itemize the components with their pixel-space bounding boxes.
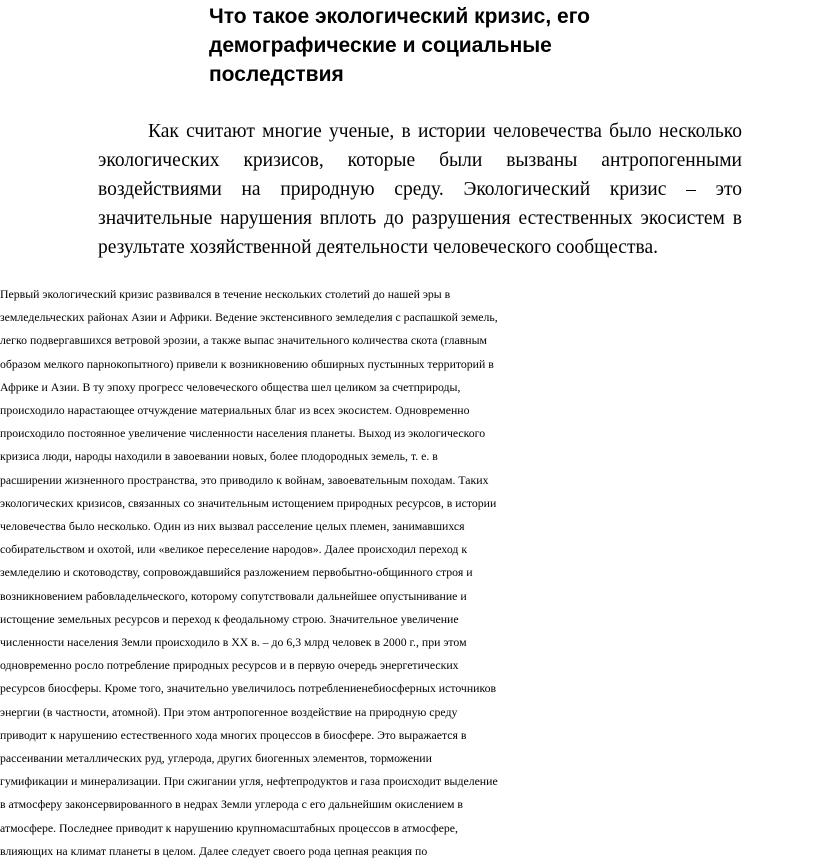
title-line: последствия bbox=[209, 63, 344, 86]
body-line: происходило нарастающее отчуждение материальных благ из всех экосистем. Одновременно bbox=[0, 403, 470, 418]
body-line: кризиса люди, народы находили в завоевании новых, более плодородных земель, т. е. в bbox=[0, 449, 438, 464]
body-line: земледелию и скотоводству, сопровождавшийся разложением первобытно-общинного строя и bbox=[0, 565, 473, 580]
body-line: образом мелкого парнокопытного) привели к возникновению обширных пустынных территорий в bbox=[0, 356, 494, 371]
body-line: численности населения Земли происходило в XX в. – до 6,3 млрд человек в 2000 г., при этом bbox=[0, 635, 467, 650]
body-line: гумификации и минерализации. При сжигании угля, нефтепродуктов и газа происходит выделение bbox=[0, 774, 498, 789]
body-line: энергии (в частности, атомной). При этом антропогенное воздействие на природную среду bbox=[0, 704, 458, 719]
body-line: экологических кризисов, связанных со значительным истощением природных ресурсов, в истории bbox=[0, 495, 497, 510]
lead-paragraph: Как считают многие ученые, в истории человечества было несколько экологических кризисов, которые были вызваны антропогенными воздействиями на природную среду. Экологический кризис – это значительные нарушения вплоть до разрушения естественных экосистем в результате хозяйственной деятельности человеческого сообщества. bbox=[98, 121, 742, 258]
body-line: Первый экологический кризис развивался в течение нескольких столетий до нашей эры в bbox=[0, 287, 451, 301]
document-title bbox=[209, 2, 769, 89]
body-line: легко подвергавшихся ветровой эрозии, а также выпас значительного количества скота (главным bbox=[0, 333, 487, 348]
body-line: рассеивании металлических руд, углерода, других биогенных элементов, торможении bbox=[0, 751, 432, 766]
body-line: происходило постоянное увеличение численности населения планеты. Выход из экологического bbox=[0, 426, 486, 441]
body-line: возникновением рабовладельческого, которому сопутствовали дальнейшее опустынивание и bbox=[0, 588, 467, 603]
body-line: приводит к нарушению естественного хода многих процессов в биосфере. Это выражается в bbox=[0, 727, 467, 742]
body-line: в атмосферу законсервированного в недрах Земли углерода с его дальнейшим окислением в bbox=[0, 797, 463, 812]
body-line: Африке и Азии. В ту эпоху прогресс человеческого общества шел целиком за счетприроды, bbox=[0, 379, 461, 394]
body-line: атмосфере. Последнее приводит к нарушению крупномасштабных процессов в атмосфере, bbox=[0, 820, 458, 835]
title-line: демографические и социальные bbox=[209, 34, 552, 57]
body-line: человечества было несколько. Один из них вызвал расселение целых племен, занимавшихся bbox=[0, 519, 465, 534]
body-line: собирательством и охотой, или «великое переселение народов». Далее происходил переход к bbox=[0, 542, 468, 557]
body-line: ресурсов биосферы. Кроме того, значительно увеличилось потреблениенебиосферных источников bbox=[0, 681, 497, 696]
body-line: влияющих на климат планеты в целом. Далее следует своего рода цепная реакция по bbox=[0, 843, 428, 858]
body-line: одновременно росло потребление природных ресурсов и в первую очередь энергетических bbox=[0, 658, 459, 673]
title-line: Что такое экологический кризис, его bbox=[209, 5, 591, 28]
body-paragraph bbox=[0, 283, 816, 863]
body-line: расширении жизненного пространства, это приводило к войнам, завоевательным походам. Таких bbox=[0, 472, 489, 487]
body-line: истощение земельных ресурсов и переход к феодальному строю. Значительное увеличение bbox=[0, 611, 459, 626]
body-line: земледельческих районах Азии и Африки. Ведение экстенсивного земледелия с распашкой земель, bbox=[0, 310, 498, 325]
